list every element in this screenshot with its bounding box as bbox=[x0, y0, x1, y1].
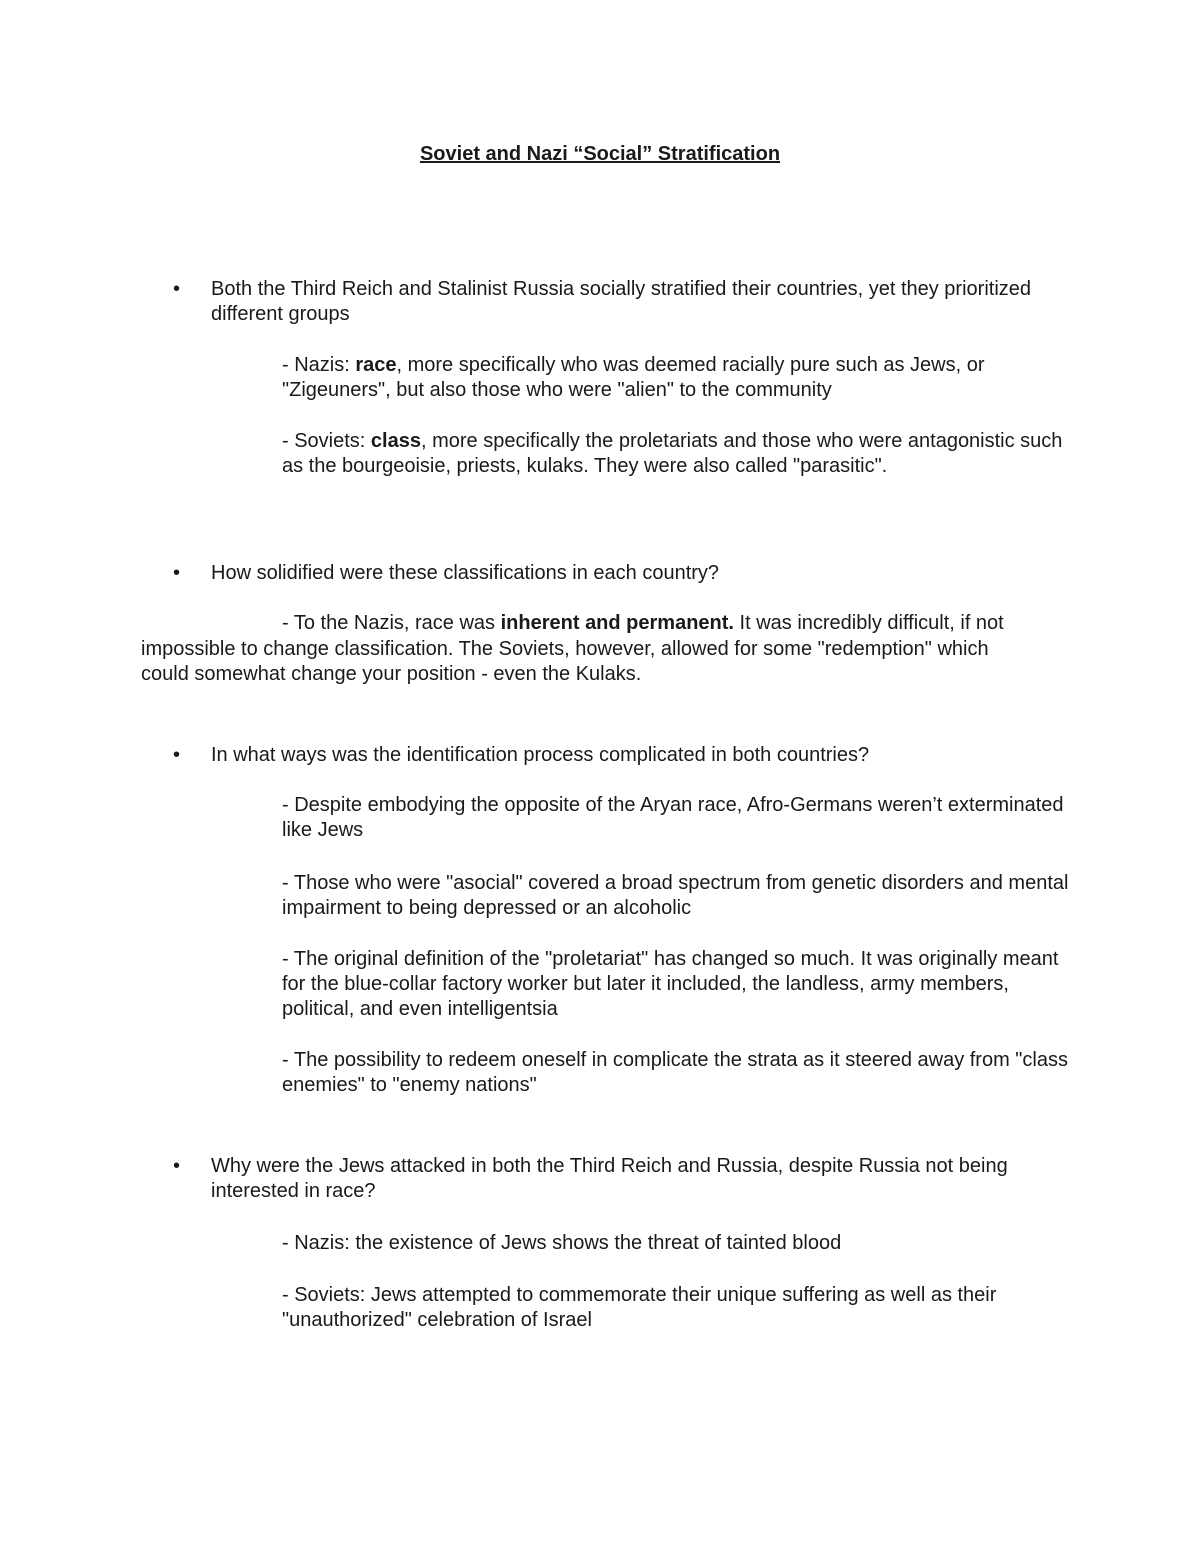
bullet-question: How solidified were these classifications in each country? bbox=[211, 562, 720, 584]
bullet-icon: • bbox=[173, 1155, 181, 1177]
bullet-icon: • bbox=[173, 744, 181, 766]
sub-point: - Despite embodying the opposite of the Aryan race, Afro-Germans weren’t exterminated like Jews bbox=[282, 794, 1064, 841]
emphasis-text: inherent and permanent. bbox=[500, 612, 734, 634]
sub-point: - Soviets: Jews attempted to commemorate their unique suffering as well as their "unauthorized" celebration of Israel bbox=[282, 1284, 997, 1331]
emphasis-text: class bbox=[370, 430, 421, 452]
bullet-question: Both the Third Reich and Stalinist Russia socially stratified their countries, yet they prioritized different groups bbox=[211, 278, 1032, 325]
sub-point: - Nazis: the existence of Jews shows the threat of tainted blood bbox=[282, 1232, 842, 1254]
bullet-question: Why were the Jews attacked in both the Third Reich and Russia, despite Russia not being interested in race? bbox=[211, 1155, 1008, 1202]
sub-point: - Nazis: race, more specifically who was deemed racially pure such as Jews, or "Zigeuners", but also those who were "alien" to the community bbox=[282, 354, 985, 401]
bullet-icon: • bbox=[173, 278, 181, 300]
sub-point: - Those who were "asocial" covered a broad spectrum from genetic disorders and mental impairment to being depressed or an alcoholic bbox=[282, 872, 1069, 919]
sub-point: - The possibility to redeem oneself in complicate the strata as it steered away from "class enemies" to "enemy nations" bbox=[282, 1049, 1068, 1096]
bullet-question: In what ways was the identification process complicated in both countries? bbox=[211, 744, 870, 766]
page-title: Soviet and Nazi “Social” Stratification bbox=[419, 143, 781, 165]
sub-point: - The original definition of the "proletariat" has changed so much. It was originally meant for the blue-collar factory worker but later it included, the landless, army members, political, and even intelligentsia bbox=[282, 948, 1059, 1020]
sub-point: - To the Nazis, race was inherent and permanent. It was incredibly difficult, if not impossible to change classification. The Soviets, however, allowed for some "redemption" which could somewhat change your position - even the Kulaks. bbox=[141, 612, 1004, 685]
emphasis-text: race bbox=[355, 354, 397, 376]
bullet-icon: • bbox=[173, 562, 181, 584]
sub-point: - Soviets: class, more specifically the proletariats and those who were antagonistic such as the bourgeoisie, priests, kulaks. They were also called "parasitic". bbox=[282, 430, 1063, 477]
